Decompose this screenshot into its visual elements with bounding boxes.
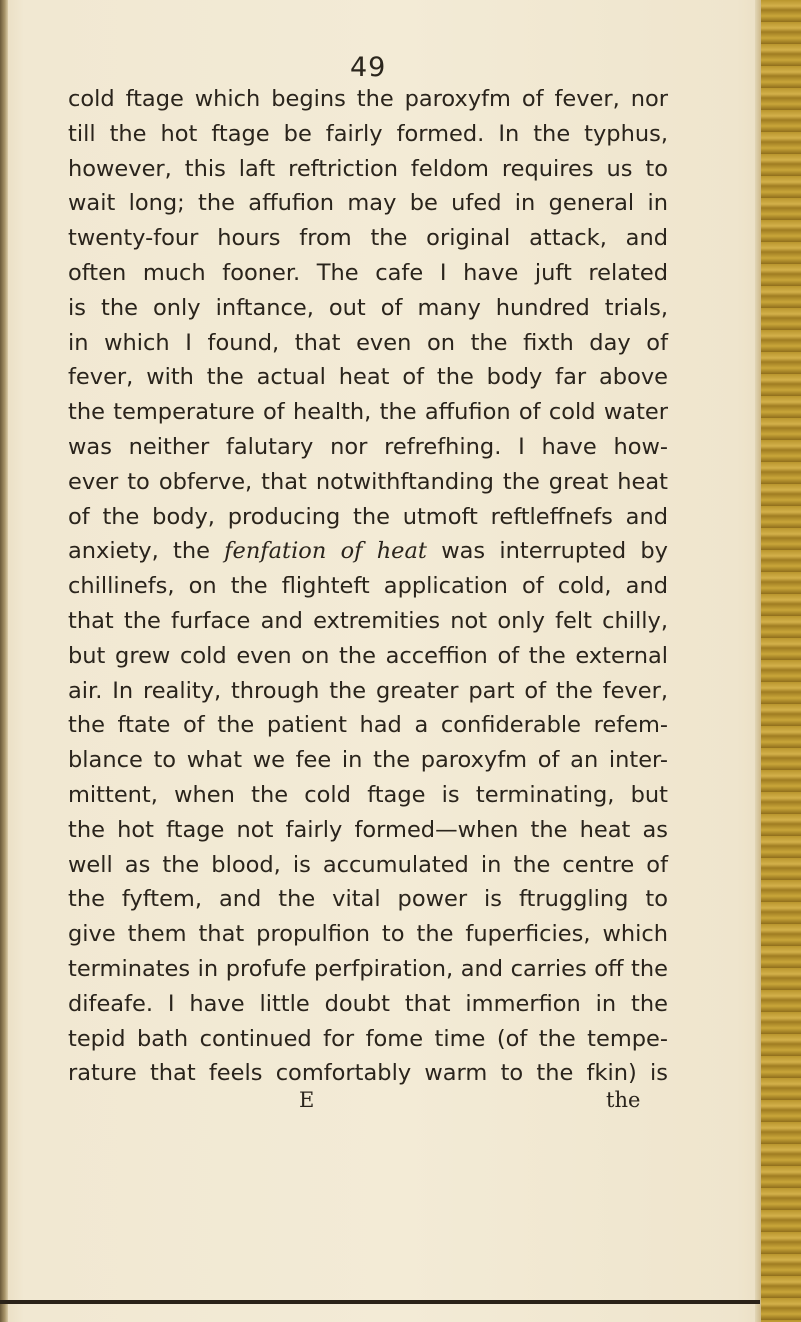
text-line: but grew cold even on the acceffion of the external — [68, 642, 668, 669]
text-line: the hot ftage not fairly formed—when the heat as — [68, 816, 668, 843]
text-line: till the hot ftage be fairly formed. In the typhus, — [68, 120, 668, 147]
footer-row — [68, 1088, 658, 1128]
text-line: the ftate of the patient had a confiderable refem- — [68, 712, 668, 739]
text-line: that the furface and extremities not only felt chilly, — [68, 607, 668, 634]
text-run: was interrupted by — [426, 538, 668, 565]
binding-edge-line — [0, 1300, 760, 1304]
text-line: terminates in profufe perfpiration, and carries off the — [68, 955, 668, 982]
text-line: in which I found, that even on the fixth day of — [68, 329, 668, 356]
page-number: 49 — [350, 52, 387, 83]
page-gutter-shadow — [0, 0, 8, 1322]
text-line: however, this laft reftriction feldom requires us to — [68, 155, 668, 182]
text-line: is the only inftance, out of many hundred trials, — [68, 294, 668, 321]
text-line: mittent, when the cold ftage is terminating, but — [68, 781, 668, 808]
text-line: the temperature of health, the affufion of cold water — [68, 399, 668, 426]
text-line: difeafe. I have little doubt that immerfion in the — [68, 990, 668, 1017]
text-line: was neither falutary nor refrefhing. I have how- — [68, 433, 668, 460]
text-line: fever, with the actual heat of the body far above — [68, 364, 668, 391]
body-text — [68, 82, 668, 1091]
text-line: rature that feels comfortably warm to the fkin) is — [68, 1060, 668, 1087]
text-line: ever to obferve, that notwithftanding the great heat — [68, 468, 668, 495]
text-line: cold ftage which begins the paroxyfm of fever, nor — [68, 86, 668, 112]
text-line: of the body, producing the utmoft reftleffnefs and — [68, 503, 668, 530]
text-line: blance to what we fee in the paroxyfm of an inter- — [68, 747, 668, 774]
text-line — [68, 534, 668, 569]
text-run: anxiety, the — [68, 538, 225, 565]
text-line: the fyftem, and the vital power is ftruggling to — [68, 886, 668, 913]
gilt-page-edge — [761, 0, 801, 1322]
text-line: twenty-four hours from the original attack, and — [68, 225, 668, 252]
text-line: often much fooner. The cafe I have juft related — [68, 259, 668, 286]
catchword: the — [606, 1088, 641, 1112]
text-line: chillinefs, on the flighteft application of cold, and — [68, 573, 668, 600]
signature-mark: E — [299, 1088, 315, 1112]
text-line: air. In reality, through the greater part of the fever, — [68, 677, 668, 704]
text-line: well as the blood, is accumulated in the centre of — [68, 851, 668, 878]
text-line: give them that propulfion to the fuperficies, which — [68, 921, 668, 948]
text-line: wait long; the affufion may be ufed in general in — [68, 190, 668, 217]
italic-phrase: fenfation of heat — [224, 538, 427, 565]
text-line: tepid bath continued for fome time (of the tempe- — [68, 1025, 668, 1052]
